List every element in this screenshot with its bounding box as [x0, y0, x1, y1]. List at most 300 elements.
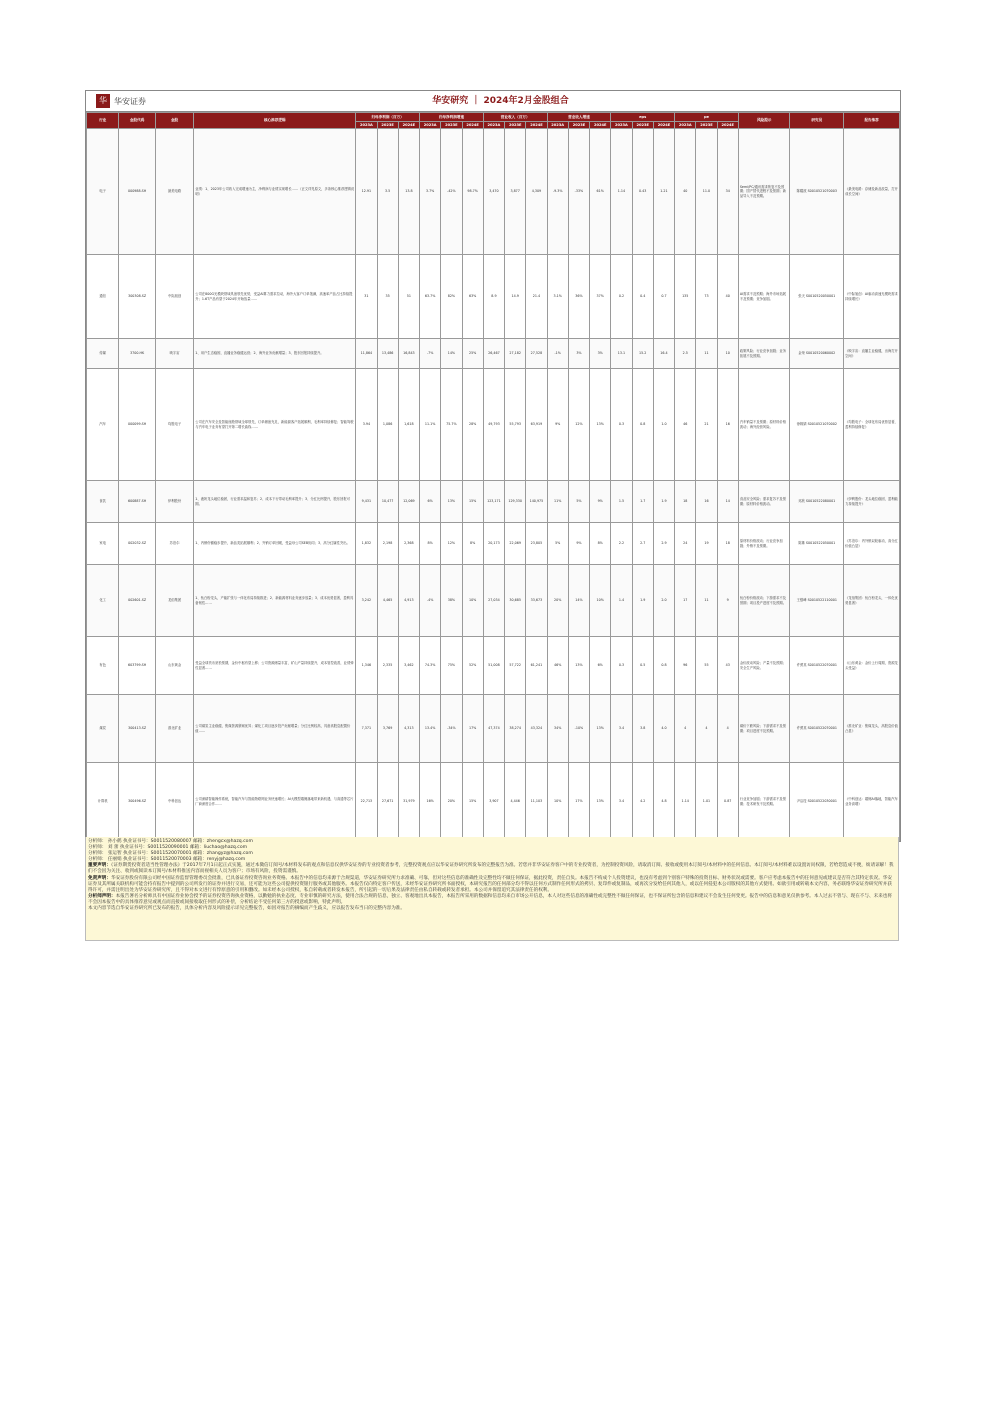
- stock-cell: 山东黄金: [155, 637, 193, 695]
- eps-cell: 1.9: [653, 481, 674, 523]
- np-cell: 1,346: [356, 637, 377, 695]
- risk-cell: 钛白粉价格波动；下游需求不及预期；项目投产进度不及预期。: [738, 565, 790, 637]
- npg-cell: 25%: [462, 339, 483, 369]
- statement-paragraph: [88, 894, 896, 906]
- np-cell: 3,462: [398, 637, 419, 695]
- revg-cell: 36%: [568, 255, 589, 339]
- rev-cell: 11,103: [526, 763, 547, 841]
- revg-cell: 13%: [590, 695, 611, 763]
- analyst-cell: 陈耀波 S0010521070003: [790, 129, 844, 255]
- pe-cell: 14: [717, 481, 738, 523]
- eps-cell: 2.2: [611, 523, 632, 565]
- year-header: 2024E: [398, 122, 419, 129]
- advice-cell: 《中际旭创：AI驱动高速光模块需求持续增长》: [844, 255, 900, 339]
- eps-cell: 15.2: [632, 339, 653, 369]
- risk-cell: Semi/PC/通讯需求恢复不及预期；国产替代进程不及预期；新品导入不及预期。: [738, 129, 790, 255]
- eps-cell: 1.0: [653, 369, 674, 481]
- col-analyst: 研究员: [790, 113, 844, 129]
- pe-cell: 4: [717, 695, 738, 763]
- industry-cell: 有色: [87, 637, 119, 695]
- npg-cell: 20%: [441, 763, 462, 841]
- year-header: 2023A: [547, 122, 568, 129]
- revg-cell: -33%: [568, 129, 589, 255]
- statement-label: 重要声明：: [88, 863, 111, 869]
- pe-cell: 19: [696, 523, 717, 565]
- np-cell: 51: [398, 255, 419, 339]
- logic-cell: 受益全球货币宽松预期，金价中枢有望上移；公司资源储量丰富，矿山产量持续提升，成本管控改善，业绩弹性显著……: [194, 637, 356, 695]
- rev-cell: 4,446: [505, 763, 526, 841]
- table-row: [87, 255, 900, 339]
- risk-cell: 行业竞争加剧；下游需求不及预期；技术研发不及预期。: [738, 763, 790, 841]
- report-sheet: [85, 90, 901, 842]
- eps-cell: 0.8: [653, 637, 674, 695]
- npg-cell: 11.1%: [420, 369, 441, 481]
- eps-cell: 0.3: [611, 637, 632, 695]
- year-header: 2023E: [441, 122, 462, 129]
- revg-cell: 12%: [568, 369, 589, 481]
- eps-cell: 3.4: [611, 695, 632, 763]
- year-header: 2023A: [483, 122, 504, 129]
- eps-cell: 2.7: [632, 523, 653, 565]
- np-cell: 12.91: [356, 129, 377, 255]
- eps-cell: 0.5: [632, 637, 653, 695]
- npg-cell: 3.7%: [420, 129, 441, 255]
- logic-cell: 公司深耕智能操作系统，智能汽车与智能物联网业务快速增长；AI大模型端侧落地带来新机遇，与高通等芯片厂商深度合作……: [194, 763, 356, 841]
- year-header: 2024E: [462, 122, 483, 129]
- rev-cell: 26,467: [483, 339, 504, 369]
- risk-cell: 汽车销量不及预期；原材料价格波动；海外经营风险。: [738, 369, 790, 481]
- year-header: 2024E: [590, 122, 611, 129]
- year-header: 2023E: [505, 122, 526, 129]
- eps-cell: 1.21: [653, 129, 674, 255]
- np-cell: 2,335: [377, 637, 398, 695]
- analyst-cell: 张天 S0010520050001: [790, 255, 844, 339]
- table-row: [87, 695, 900, 763]
- rev-cell: 123,171: [483, 481, 504, 523]
- np-cell: 4,913: [398, 565, 419, 637]
- pe-cell: 2.5: [675, 339, 696, 369]
- table-row: [87, 763, 900, 841]
- eps-cell: 1.7: [632, 481, 653, 523]
- table-header-row: [87, 113, 900, 122]
- eps-cell: 0.4: [632, 255, 653, 339]
- logic-cell: 公司煤炭主业稳健，焦煤资源禀赋优异；煤化工项目逐步投产贡献增量；分红比例较高，具备高股息配置价值……: [194, 695, 356, 763]
- revg-cell: 17%: [568, 763, 589, 841]
- col-logic: 核心推荐逻辑: [194, 113, 356, 129]
- statement-paragraph: [88, 906, 896, 912]
- npg-cell: 14%: [441, 339, 462, 369]
- npg-cell: 82%: [441, 255, 462, 339]
- rev-cell: 27,528: [526, 339, 547, 369]
- stock-cell: 映宇宙: [155, 339, 193, 369]
- np-cell: 3.5: [377, 129, 398, 255]
- np-cell: 3.94: [356, 369, 377, 481]
- code-cell: 300308.SZ: [119, 255, 155, 339]
- eps-cell: 0.3: [611, 369, 632, 481]
- analyst-line: 分析师： 任丽娟 执业证书号：S0011520070003 邮箱：renyj@hazq.com: [88, 857, 246, 863]
- year-header: 2024E: [653, 122, 674, 129]
- pe-cell: 10: [717, 339, 738, 369]
- revg-cell: 14%: [568, 565, 589, 637]
- analyst-cell: 许勇其 S0010522070001: [790, 695, 844, 763]
- advice-cell: 《映宇宙：直播主业稳健，出海打开空间》: [844, 339, 900, 369]
- np-cell: 9,431: [356, 481, 377, 523]
- np-cell: 4,465: [377, 565, 398, 637]
- npg-cell: 13%: [441, 481, 462, 523]
- np-cell: 13.8: [398, 129, 419, 255]
- statement-text: 本报告署名分析师具有中国证券业协会授予的证券投资咨询执业资格，以勤勉的执业态度、专业审慎的研究方法，使用合法合规的信息，独立、客观地出具本报告，本报告所采用的数据和信息均来自市场公开信息，本人对这些信息的准确性或完整性不做任何保证，也不保证所包含的信息和建议不会发生任何变更。报告中的信息和意见仅供参考。本人过去不曾与、现在不与、未来也将不会因本报告中的具体推荐意见或观点而直接或间接收取任何形式的补偿，分析结论不受任何第三方的授意或影响，特此声明。: [88, 893, 892, 905]
- revg-cell: -10%: [568, 695, 589, 763]
- revg-cell: 46%: [547, 637, 568, 695]
- advice-cell: 《最美电路：存储及新品放量，打开成长空间》: [844, 129, 900, 255]
- pe-cell: 18: [675, 481, 696, 523]
- rev-cell: 57,722: [505, 637, 526, 695]
- rev-cell: 38,274: [505, 695, 526, 763]
- revg-cell: 34%: [547, 695, 568, 763]
- rev-cell: 63,919: [526, 369, 547, 481]
- npg-cell: 15%: [462, 481, 483, 523]
- risk-cell: 煤价下跌风险；下游需求不及预期；项目进度不及预期。: [738, 695, 790, 763]
- np-cell: 35: [377, 255, 398, 339]
- stock-cell: 龙佰集团: [155, 565, 193, 637]
- revg-cell: 5%: [547, 523, 568, 565]
- npg-cell: -34%: [441, 695, 462, 763]
- npg-cell: 10%: [462, 565, 483, 637]
- pe-cell: 40: [675, 129, 696, 255]
- stock-cell: 均胜电子: [155, 369, 193, 481]
- np-cell: 31: [356, 255, 377, 339]
- eps-cell: 3.4: [611, 763, 632, 841]
- pe-cell: 1.01: [696, 763, 717, 841]
- analyst-cell: 许勇其 S0010522070001: [790, 637, 844, 695]
- np-cell: 16,843: [398, 339, 419, 369]
- analyst-cell: 尹沿技 S0010522030001: [790, 763, 844, 841]
- revg-cell: 13%: [590, 763, 611, 841]
- analyst-line: 分析师： 刘 蕾 执业证书号：S0011520090001 邮箱：liuchao@hazq.com: [88, 845, 248, 851]
- npg-cell: 38%: [441, 565, 462, 637]
- code-cell: 002601.SZ: [119, 565, 155, 637]
- pe-cell: 1.14: [675, 763, 696, 841]
- np-cell: 2,368: [398, 523, 419, 565]
- np-cell: 10,477: [377, 481, 398, 523]
- statement-label: 分析师声明：: [88, 893, 116, 899]
- eps-cell: 0.2: [611, 255, 632, 339]
- stock-cell: 最美电路: [155, 129, 193, 255]
- code-cell: 002032.SZ: [119, 523, 155, 565]
- year-header: 2023E: [568, 122, 589, 129]
- year-header: 2023E: [696, 122, 717, 129]
- np-cell: 12,069: [398, 481, 419, 523]
- pe-cell: 11: [696, 339, 717, 369]
- pe-cell: 96: [675, 637, 696, 695]
- pe-cell: 55: [696, 637, 717, 695]
- revg-cell: 10%: [590, 565, 611, 637]
- pe-cell: 11.0: [696, 129, 717, 255]
- rev-cell: 3,907: [483, 763, 504, 841]
- analyst-cell: 金荣 S0010520060002: [790, 339, 844, 369]
- pe-cell: 40: [717, 255, 738, 339]
- pe-cell: 16: [696, 481, 717, 523]
- logic-cell: 业绩：1、2023年公司收入完成增速为主，净利润与业绩实现增长……（正文详见原文，多条核心推荐逻辑说明）: [194, 129, 356, 255]
- statement-paragraph: [88, 863, 896, 875]
- statement-list: [88, 863, 896, 912]
- revg-cell: 9%: [590, 481, 611, 523]
- code-cell: 300496.SZ: [119, 763, 155, 841]
- analyst-line: 分析师： 张运智 执业证书号：S0011520070001 邮箱：zhangyz@hazq.com: [88, 851, 253, 857]
- industry-cell: 煤炭: [87, 695, 119, 763]
- rev-cell: 30,685: [505, 565, 526, 637]
- industry-cell: 化工: [87, 565, 119, 637]
- eps-cell: 0.7: [653, 255, 674, 339]
- advice-cell: 《山东黄金：金价上行周期，资源龙头受益》: [844, 637, 900, 695]
- advice-cell: 《苏泊尔：内外销双轮驱动，高分红价值凸显》: [844, 523, 900, 565]
- rev-cell: 27,034: [483, 565, 504, 637]
- revg-cell: 3%: [590, 339, 611, 369]
- pe-cell: 9: [717, 565, 738, 637]
- rev-cell: 27,182: [505, 339, 526, 369]
- col-pe: pe: [675, 113, 739, 122]
- rev-cell: 3,877: [505, 129, 526, 255]
- npg-cell: 75%: [441, 637, 462, 695]
- analyst-cell: 邓欣 S0010522080001: [790, 481, 844, 523]
- logic-cell: 1、钛白粉龙头，产能扩张与一体化布局持续推进；2、新能源材料业务逐步放量；3、成本优势显著，盈利具备韧性……: [194, 565, 356, 637]
- statement-label: 免责声明：: [88, 875, 111, 881]
- rev-cell: 22,069: [505, 523, 526, 565]
- risk-cell: AI需求不及预期；海外市场拓展不及预期；竞争加剧。: [738, 255, 790, 339]
- col-revenue: 营业收入（百万）: [483, 113, 547, 122]
- industry-cell: 传媒: [87, 339, 119, 369]
- table-row: [87, 637, 900, 695]
- year-header: 2023A: [356, 122, 377, 129]
- npg-cell: -7%: [420, 339, 441, 369]
- eps-cell: 2.9: [653, 523, 674, 565]
- rev-cell: 23,805: [526, 523, 547, 565]
- col-eps: eps: [611, 113, 675, 122]
- code-cell: 3700.HK: [119, 339, 155, 369]
- col-stock: 金股: [155, 113, 193, 129]
- npg-cell: 52%: [462, 637, 483, 695]
- logic-cell: 1、液奶龙头地位稳固，行业需求温和复苏；2、成本下行带动毛利率提升；3、分红比例提升，股东回报可期。: [194, 481, 356, 523]
- brand-name: 华安证券: [114, 96, 146, 106]
- logic-cell: 1、内销份额稳步提升，新品类拓展顺利；2、外销订单回暖，受益母公司SEB协同；3、高分红属性突出。: [194, 523, 356, 565]
- np-cell: 4,313: [398, 695, 419, 763]
- advice-cell: 《龙佰集团：钛白粉龙头，一体化优势显著》: [844, 565, 900, 637]
- eps-cell: 0.8: [632, 369, 653, 481]
- table-body: [87, 129, 900, 841]
- col-revenue-growth: 营业收入增速: [547, 113, 611, 122]
- revg-cell: 11%: [547, 481, 568, 523]
- rev-cell: 8.9: [483, 255, 504, 339]
- analyst-cell: 王强峰 S0010522110001: [790, 565, 844, 637]
- analyst-cell: 徐姝婧 S0010521070002: [790, 369, 844, 481]
- table-row: [87, 339, 900, 369]
- table-row: [87, 481, 900, 523]
- table-row: [87, 523, 900, 565]
- year-header: 2023A: [675, 122, 696, 129]
- npg-cell: 28%: [462, 369, 483, 481]
- pe-cell: 43: [717, 637, 738, 695]
- statement-text: 本文内容节选自华安证券研究所已发布的报告，具体分析内容及风险提示详见完整报告，如因对报告的摘编而产生歧义，应以报告发布当日的完整内容为准。: [88, 906, 405, 912]
- table-row: [87, 565, 900, 637]
- col-net-profit: 归母净利润（百万）: [356, 113, 420, 122]
- pe-cell: 73: [696, 255, 717, 339]
- code-cell: 000099.SH: [119, 369, 155, 481]
- eps-cell: 3.8: [632, 695, 653, 763]
- revg-cell: -1%: [547, 339, 568, 369]
- eps-cell: 0.43: [632, 129, 653, 255]
- np-cell: 11,864: [356, 339, 377, 369]
- rev-cell: 21.4: [526, 255, 547, 339]
- eps-cell: 4.2: [632, 763, 653, 841]
- npg-cell: 12%: [441, 523, 462, 565]
- col-code: 金股代码: [119, 113, 155, 129]
- industry-cell: 食饮: [87, 481, 119, 523]
- report-header: [86, 91, 900, 112]
- stock-cell: 中科创达: [155, 763, 193, 841]
- npg-cell: 98.7%: [462, 129, 483, 255]
- revg-cell: 20%: [547, 565, 568, 637]
- advice-cell: 《淮北矿业：焦煤龙头，高股息价值凸显》: [844, 695, 900, 763]
- npg-cell: 17%: [462, 695, 483, 763]
- npg-cell: 16%: [420, 763, 441, 841]
- eps-cell: 13.1: [611, 339, 632, 369]
- rev-cell: 61,241: [526, 637, 547, 695]
- rev-cell: 129,330: [505, 481, 526, 523]
- col-net-profit-growth: 归母净利润增速: [420, 113, 484, 122]
- pe-cell: 4: [696, 695, 717, 763]
- rev-cell: 43,324: [526, 695, 547, 763]
- npg-cell: 8%: [420, 523, 441, 565]
- eps-cell: 1.9: [632, 565, 653, 637]
- npg-cell: 15%: [462, 763, 483, 841]
- np-cell: 1,832: [356, 523, 377, 565]
- logic-cell: 公司在800G光模块领域具备领先优势，受益AI算力需求拉动，海外大客户订单饱满，高速率产品占比持续提升；1.6T产品有望于2024年开始放量……: [194, 255, 356, 339]
- npg-cell: 8%: [462, 523, 483, 565]
- rev-cell: 14.9: [505, 255, 526, 339]
- pe-cell: 4: [675, 695, 696, 763]
- rev-cell: 49,793: [483, 369, 504, 481]
- eps-cell: 2.0: [653, 565, 674, 637]
- year-header: 2023E: [377, 122, 398, 129]
- pe-cell: 0.87: [717, 763, 738, 841]
- year-header: 2023A: [611, 122, 632, 129]
- np-cell: 22,713: [356, 763, 377, 841]
- stock-cell: 伊利股份: [155, 481, 193, 523]
- np-cell: 3,242: [356, 565, 377, 637]
- statement-text: 《证券期货投资者适当性管理办法》于2017年7月1日起正式实施，通过本微信订阅号/本材料发布的观点和信息仅供华安证券的专业投资者参考，完整投资观点应以华安证券研究所发布的完整报告为准。若您并非华安证券客户中的专业投资者，为控制投资风险，请取消订阅、接收或使用本订阅号/本材料中的任何信息。本订阅号/本材料难以设置访问权限，若给您造成不便，烦请谅解！我们不会因为关注、收到或阅读本订阅号/本材料推送内容而视相关人员为客户；市场有风险，投资需谨慎。: [88, 863, 894, 875]
- np-cell: 31,979: [398, 763, 419, 841]
- pe-cell: 11: [696, 565, 717, 637]
- col-industry: 行业: [87, 113, 119, 129]
- advice-cell: 《均胜电子：全球化布局优势显著，盈利持续修复》: [844, 369, 900, 481]
- npg-cell: -4%: [420, 565, 441, 637]
- eps-cell: 4.8: [653, 763, 674, 841]
- revg-cell: 13%: [568, 637, 589, 695]
- pe-cell: 24: [675, 523, 696, 565]
- np-cell: 1,086: [377, 369, 398, 481]
- year-header: 2023A: [420, 122, 441, 129]
- rev-cell: 4,309: [526, 129, 547, 255]
- page-title: 华安研究 ｜ 2024年2月金股组合: [432, 96, 569, 106]
- pe-cell: 135: [675, 255, 696, 339]
- logo-mark-icon: 华: [96, 94, 110, 108]
- np-cell: 27,671: [377, 763, 398, 841]
- revg-cell: 5%: [568, 481, 589, 523]
- pe-cell: 18: [717, 523, 738, 565]
- industry-cell: 家电: [87, 523, 119, 565]
- year-header: 2024E: [717, 122, 738, 129]
- npg-cell: 75.7%: [441, 369, 462, 481]
- rev-cell: 33,673: [526, 565, 547, 637]
- npg-cell: 63%: [462, 255, 483, 339]
- revg-cell: 8%: [590, 523, 611, 565]
- industry-cell: 汽车: [87, 369, 119, 481]
- npg-cell: -42%: [441, 129, 462, 255]
- eps-cell: 1.14: [611, 129, 632, 255]
- code-cell: 600887.SH: [119, 481, 155, 523]
- revg-cell: 9%: [547, 369, 568, 481]
- stock-cell: 中际旭创: [155, 255, 193, 339]
- pe-cell: 16: [717, 369, 738, 481]
- rev-cell: 20,173: [483, 523, 504, 565]
- revg-cell: 37%: [590, 255, 611, 339]
- logic-cell: 公司在汽车安全及智能座舱领域全球领先，订单储备充足，新能源客户拓展顺利，毛利率持续修复；智能驾驶与汽车电子业务有望打开第二增长曲线……: [194, 369, 356, 481]
- disclaimer-footer: [85, 837, 899, 941]
- pe-cell: 34: [717, 129, 738, 255]
- logic-cell: 1、用户生态稳固，直播业务稳健运营；2、海外业务贡献增量；3、股东回报持续提升。: [194, 339, 356, 369]
- eps-cell: 4.0: [653, 695, 674, 763]
- revg-cell: 13%: [590, 369, 611, 481]
- rev-cell: 47,374: [483, 695, 504, 763]
- rev-cell: 140,975: [526, 481, 547, 523]
- np-cell: 7,371: [356, 695, 377, 763]
- risk-cell: 政策风险；行业竞争加剧；业务拓展不及预期。: [738, 339, 790, 369]
- stock-cell: 苏泊尔: [155, 523, 193, 565]
- code-cell: 000988.SH: [119, 129, 155, 255]
- industry-cell: 电子: [87, 129, 119, 255]
- rev-cell: 51,008: [483, 637, 504, 695]
- year-header: 2023E: [632, 122, 653, 129]
- np-cell: 2,198: [377, 523, 398, 565]
- advice-cell: 《伊利股份：龙头地位稳固，盈利能力持续提升》: [844, 481, 900, 523]
- table-row: [87, 369, 900, 481]
- analyst-list: [88, 839, 896, 863]
- revg-cell: 61%: [590, 129, 611, 255]
- col-advice: 报告推荐: [844, 113, 900, 129]
- pe-cell: 17: [675, 565, 696, 637]
- rev-cell: 3,470: [483, 129, 504, 255]
- eps-cell: 1.4: [611, 565, 632, 637]
- gold-stock-table: [86, 112, 900, 841]
- eps-cell: 16.4: [653, 339, 674, 369]
- col-risk: 风险提示: [738, 113, 790, 129]
- revg-cell: 3%: [568, 339, 589, 369]
- revg-cell: -9.3%: [547, 129, 568, 255]
- risk-cell: 食品安全风险；需求复苏不及预期；原材料价格波动。: [738, 481, 790, 523]
- code-cell: 603799.SH: [119, 637, 155, 695]
- industry-cell: 通信: [87, 255, 119, 339]
- np-cell: 1,618: [398, 369, 419, 481]
- table-row: [87, 129, 900, 255]
- year-header: 2024E: [526, 122, 547, 129]
- risk-cell: 原材料价格波动；行业竞争加剧；外销不及预期。: [738, 523, 790, 565]
- npg-cell: 13.4%: [420, 695, 441, 763]
- analyst-line: 分析师： 孙小鹤 执业证书号：S0011520080007 邮箱：zhengcx@hazq.com: [88, 839, 253, 844]
- eps-cell: 1.5: [611, 481, 632, 523]
- stock-cell: 淮北矿业: [155, 695, 193, 763]
- statement-paragraph: [88, 876, 896, 894]
- npg-cell: 63.7%: [420, 255, 441, 339]
